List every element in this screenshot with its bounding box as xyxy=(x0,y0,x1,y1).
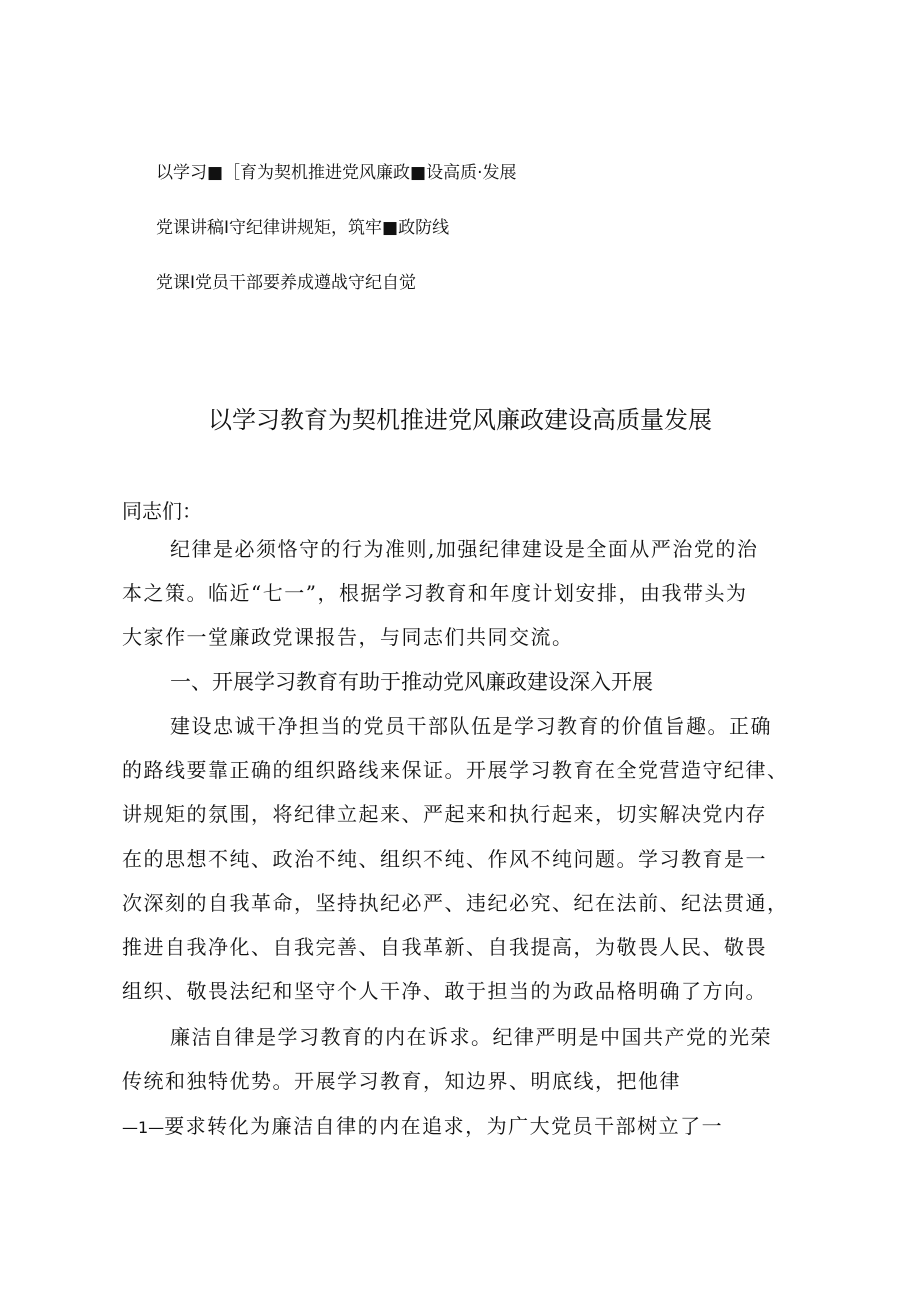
paragraph2-line-3: 讲规矩的氛围，将纪律立起来、严起来和执行起来，切实解决党内存 xyxy=(122,802,767,826)
paragraph3-line-2: 传统和独特优势。开展学习教育，知边界、明底线，把他律 xyxy=(122,1069,681,1093)
page-number: —1— xyxy=(122,1118,165,1137)
paragraph2-line-6: 推进自我净化、自我完善、自我革新、自我提高，为敬畏人民、敬畏 xyxy=(122,935,767,959)
paragraph3-line-1: 廉洁自律是学习教育的内在诉求。纪律严明是中国共产党的光荣 xyxy=(170,1025,772,1049)
paragraph1-line-3: 大家作一堂廉政党课报告，与同志们共同交流。 xyxy=(122,625,574,649)
paragraph2-line-2: 的路线要靠正确的组织路线来保证。开展学习教育在全党营造守纪律、 xyxy=(122,758,789,782)
toc-entry-1: 以学习■［育为契机推进党风廉政■设高质·发展 xyxy=(156,163,517,183)
paragraph2-line-5: 次深刻的自我革命，坚持执纪必严、违纪必究、纪在法前、纪法贯通， xyxy=(122,891,789,915)
paragraph1-line-2: 本之策。临近“七一”，根据学习教育和年度计划安排，由我带头为 xyxy=(122,581,748,605)
paragraph2-line-4: 在的思想不纯、政治不纯、组织不纯、作风不纯问题。学习教育是一 xyxy=(122,847,767,871)
toc-entry-2: 党课讲稿I守纪律讲规矩，筑牢■政防线 xyxy=(156,218,450,238)
section-heading-1: 一、开展学习教育有助于推动党风廉政建设深入开展 xyxy=(170,670,653,694)
document-title: 以学习教育为契机推进党风廉政建设高质量发展 xyxy=(208,406,712,434)
paragraph2-line-1: 建设忠诚干净担当的党员干部队伍是学习教育的价值旨趣。正确 xyxy=(170,714,772,738)
salutation: 同志们： xyxy=(122,499,202,523)
paragraph2-line-7: 组织、敬畏法纪和坚守个人干净、敢于担当的为政品格明确了方向。 xyxy=(122,979,767,1003)
page-footer-line xyxy=(122,1110,723,1139)
toc-entry-3: 党课I党员干部要养成遵战守纪自觉 xyxy=(156,273,417,293)
continuation-line: 要求转化为廉洁自律的内在追求，为广大党员干部树立了一 xyxy=(164,1114,724,1138)
paragraph1-line-1: 纪律是必须恪守的行为准则,加强纪律建设是全面从严治党的治 xyxy=(170,537,759,561)
